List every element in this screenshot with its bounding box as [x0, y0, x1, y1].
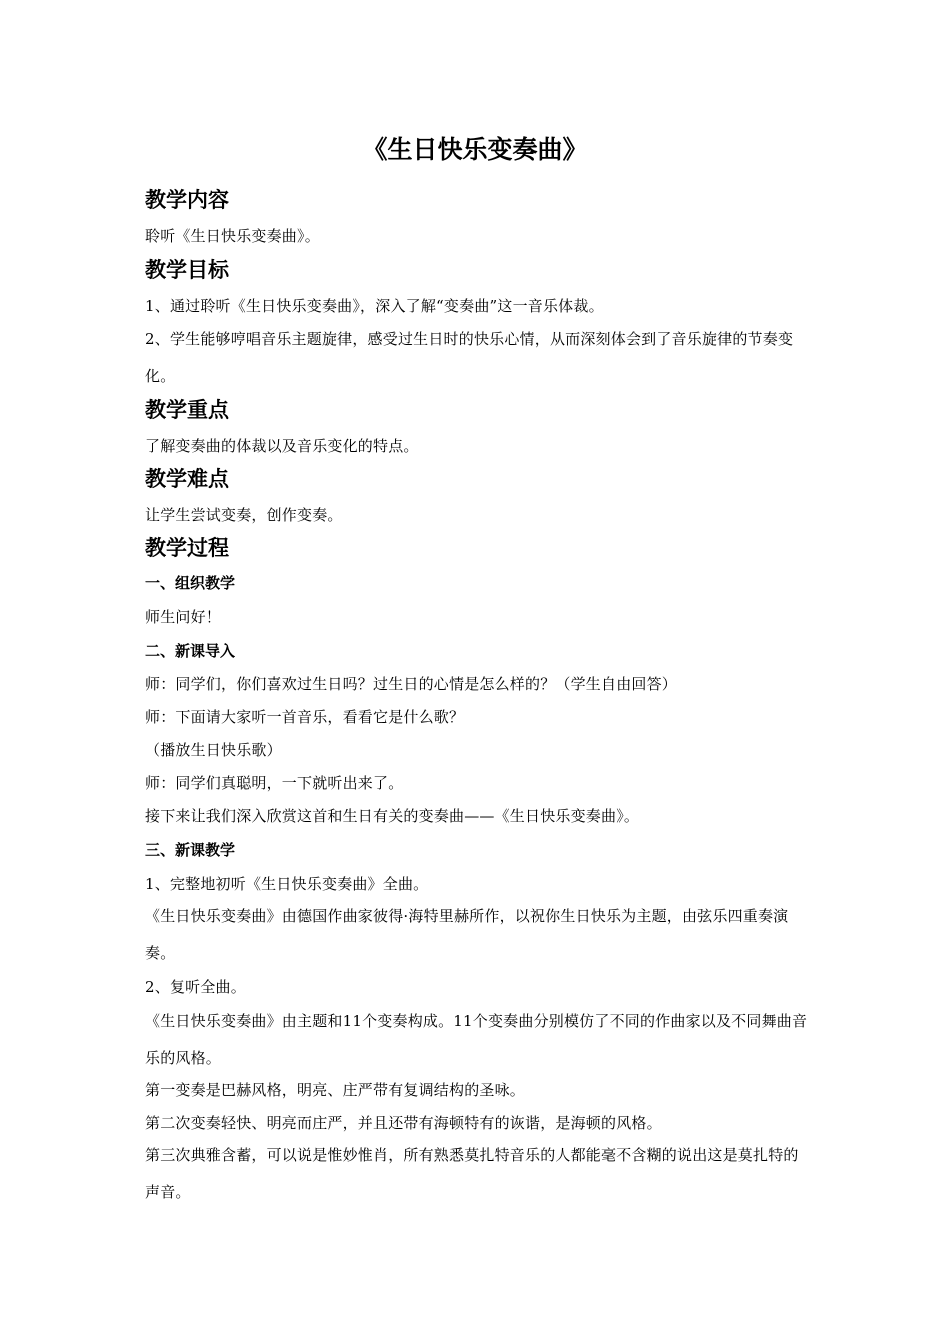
step3-line-6: 第二次变奏轻快、明亮而庄严，并且还带有海顿特有的诙谐，是海顿的风格。 — [145, 1114, 662, 1132]
step3-line-1: 1、完整地初听《生日快乐变奏曲》全曲。 — [145, 875, 429, 893]
goal-item-2: 2、学生能够哼唱音乐主题旋律，感受过生日时的快乐心情，从而深刻体会到了音乐旋律的节奏变化。 — [145, 330, 794, 385]
step3-heading: 三、新课教学 — [145, 841, 236, 859]
key-points-text: 了解变奏曲的体裁以及音乐变化的特点。 — [145, 437, 419, 455]
step2-line-2: 师：下面请大家听一首音乐，看看它是什么歌？ — [145, 708, 465, 726]
heading-teaching-goals: 教学目标 — [145, 258, 229, 282]
step2-line-1: 师：同学们，你们喜欢过生日吗？过生日的心情是怎么样的？（学生自由回答） — [145, 675, 678, 693]
step2-line-5: 接下来让我们深入欣赏这首和生日有关的变奏曲——《生日快乐变奏曲》。 — [145, 807, 640, 825]
goal-item-1: 1、通过聆听《生日快乐变奏曲》，深入了解“变奏曲”这一音乐体裁。 — [145, 297, 604, 315]
teaching-content-text: 聆听《生日快乐变奏曲》。 — [145, 227, 320, 245]
heading-key-points: 教学重点 — [145, 398, 229, 422]
heading-teaching-process: 教学过程 — [145, 536, 229, 560]
heading-difficulties: 教学难点 — [145, 467, 229, 491]
heading-teaching-content: 教学内容 — [145, 188, 229, 212]
step3-line-7: 第三次典雅含蓄，可以说是惟妙惟肖，所有熟悉莫扎特音乐的人都能毫不含糊的说出这是莫扎特的声音。 — [145, 1146, 799, 1201]
step2-line-3: （播放生日快乐歌） — [145, 741, 282, 759]
step3-line-3: 2、复听全曲。 — [145, 978, 246, 996]
step2-heading: 二、新课导入 — [145, 642, 236, 660]
step3-line-5: 第一变奏是巴赫风格，明亮、庄严带有复调结构的圣咏。 — [145, 1081, 526, 1099]
step3-line-4: 《生日快乐变奏曲》由主题和11个变奏构成。11个变奏曲分别模仿了不同的作曲家以及不同舞曲音乐的风格。 — [145, 1012, 808, 1067]
step3-line-2: 《生日快乐变奏曲》由德国作曲家彼得·海特里赫所作，以祝你生日快乐为主题，由弦乐四重奏演奏。 — [145, 907, 789, 962]
document-title: 《生日快乐变奏曲》 — [362, 135, 588, 164]
step1-line-1: 师生问好！ — [145, 608, 222, 626]
step2-line-4: 师：同学们真聪明，一下就听出来了。 — [145, 774, 404, 792]
step1-heading: 一、组织教学 — [145, 574, 236, 592]
difficulties-text: 让学生尝试变奏，创作变奏。 — [145, 506, 343, 524]
